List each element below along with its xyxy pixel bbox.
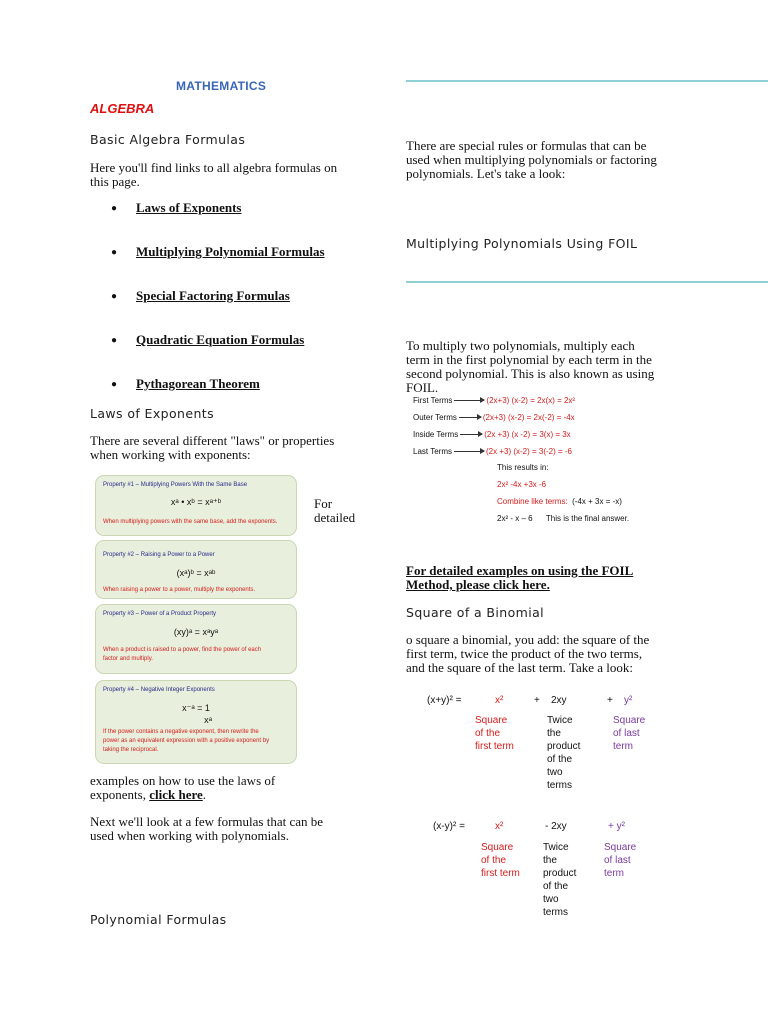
property-formula: (xy)ᵃ = xᵃyᵃ: [173, 627, 219, 637]
property-formula: xᵃ • xᵇ = xᵃ⁺ᵇ: [170, 497, 222, 507]
property-formula-denominator: xᵃ: [204, 715, 212, 725]
arrow-icon: [454, 451, 484, 452]
bullet-icon: ●: [111, 379, 118, 390]
foil-results-in: This results in:: [497, 463, 549, 472]
side-note: For detailed: [314, 496, 356, 525]
foil-row-outer: Outer Terms (2x+3) (x-2) = 2x(-2) = -4x: [413, 413, 575, 422]
exponents-intro: There are several different "laws" or properties when working with exponents:: [90, 433, 335, 462]
intro-text: Here you'll find links to all algebra formulas on this page.: [90, 160, 338, 189]
foil-row-last: Last Terms (2x +3) (x-2) = 3(-2) = -6: [413, 447, 573, 456]
square-binomial-intro: o square a binomial, you add: the square of the first term, twice the product of the two terms, and the square of the last term. Take a look:: [406, 632, 650, 675]
sum-square-caption-2: Twice the product of the two terms: [547, 715, 581, 791]
arrow-icon: [460, 434, 482, 435]
property-description: When raising a power to a power, multiply the exponents.: [103, 587, 256, 593]
property-description: When multiplying powers with the same base, add the exponents.: [103, 519, 278, 525]
sum-square-term2: 2xy: [551, 695, 567, 706]
property-1-box: [95, 475, 297, 536]
link-quadratic-equation-formulas[interactable]: ● Quadratic Equation Formulas: [111, 332, 305, 347]
page-title: MATHEMATICS: [176, 79, 267, 93]
bullet-icon: ●: [111, 291, 118, 302]
sum-square-plus2: +: [607, 695, 613, 706]
polynomials-intro: Next we'll look at a few formulas that can be used when working with polynomials.: [90, 814, 324, 843]
exponents-examples-text: examples on how to use the laws of exponents, click here.: [90, 773, 276, 802]
subject-heading: ALGEBRA: [90, 101, 155, 116]
sum-square-lhs: (x+y)² =: [427, 695, 462, 706]
square-binomial-heading: Square of a Binomial: [406, 605, 545, 620]
bullet-icon: ●: [111, 247, 118, 258]
arrow-icon: [454, 400, 484, 401]
diff-square-term1: x²: [495, 821, 504, 832]
diff-square-caption-2: Twice the product of the two terms: [543, 842, 577, 918]
diff-square-caption-1: Square of the first term: [481, 842, 520, 879]
link-multiplying-polynomial-formulas[interactable]: ● Multiplying Polynomial Formulas: [111, 244, 325, 259]
property-title: Property #4 – Negative Integer Exponents: [103, 687, 215, 693]
foil-intro: To multiply two polynomials, multiply each term in the first polynomial by each term in the second polynomial. This is also known as using FOIL.: [406, 338, 655, 395]
arrow-icon: [459, 417, 481, 418]
bullet-icon: ●: [111, 335, 118, 346]
sum-square-term3: y²: [624, 695, 633, 706]
section-heading: Basic Algebra Formulas: [90, 132, 246, 147]
link-pythagorean-theorem[interactable]: ● Pythagorean Theorem: [111, 376, 260, 391]
sum-square-caption-3: Square of last term: [613, 715, 646, 752]
diff-square-lhs: (x-y)² =: [433, 821, 465, 832]
foil-detail-link[interactable]: For detailed examples on using the FOIL Method, please click here.: [406, 563, 634, 592]
sum-square-term1: x²: [495, 695, 504, 706]
property-formula: x⁻ᵃ = 1: [182, 703, 210, 713]
bullet-icon: ●: [111, 203, 118, 214]
diff-square-term3: + y²: [608, 821, 625, 832]
property-description: When a product is raised to a power, find the power of each factor and multiply.: [103, 647, 262, 662]
property-2-box: [95, 540, 297, 599]
special-rules-text: There are special rules or formulas that can be used when multiplying polynomials or factoring polynomials. Let's take a look:: [406, 138, 657, 181]
divider: [406, 281, 768, 283]
foil-final: 2x² - x – 6 This is the final answer.: [497, 514, 630, 523]
foil-row-first: First Terms (2x+3) (x-2) = 2x(x) = 2x²: [413, 396, 576, 405]
property-3-box: [95, 604, 297, 674]
property-formula: (xᵃ)ᵇ = xᵃᵇ: [176, 568, 216, 578]
diff-square-term2: - 2xy: [545, 821, 567, 832]
foil-combine: Combine like terms: (-4x + 3x = -x): [497, 497, 622, 506]
property-4-box: [95, 680, 297, 764]
polynomial-formulas-heading: Polynomial Formulas: [90, 912, 227, 927]
sum-square-plus1: +: [534, 695, 540, 706]
foil-row-inside: Inside Terms (2x +3) (x -2) = 3(x) = 3x: [413, 430, 571, 439]
click-here-link[interactable]: click here: [149, 787, 203, 802]
laws-of-exponents-heading: Laws of Exponents: [90, 406, 214, 421]
property-title: Property #3 – Power of a Product Property: [103, 611, 217, 617]
link-laws-of-exponents[interactable]: ● Laws of Exponents: [111, 200, 242, 215]
property-description: If the power contains a negative exponent, then rewrite the power as an equivalent expression with a positive exponent by taking the reciprocal.: [103, 729, 270, 753]
property-title: Property #1 – Multiplying Powers With the Same Base: [103, 482, 248, 488]
foil-heading: Multiplying Polynomials Using FOIL: [406, 236, 638, 251]
link-special-factoring-formulas[interactable]: ● Special Factoring Formulas: [111, 288, 290, 303]
diff-square-caption-3: Square of last term: [604, 842, 637, 879]
property-title: Property #2 – Raising a Power to a Power: [103, 552, 215, 558]
divider: [406, 80, 768, 82]
sum-square-caption-1: Square of the first term: [475, 715, 514, 752]
foil-sum: 2x² -4x +3x -6: [497, 480, 547, 489]
